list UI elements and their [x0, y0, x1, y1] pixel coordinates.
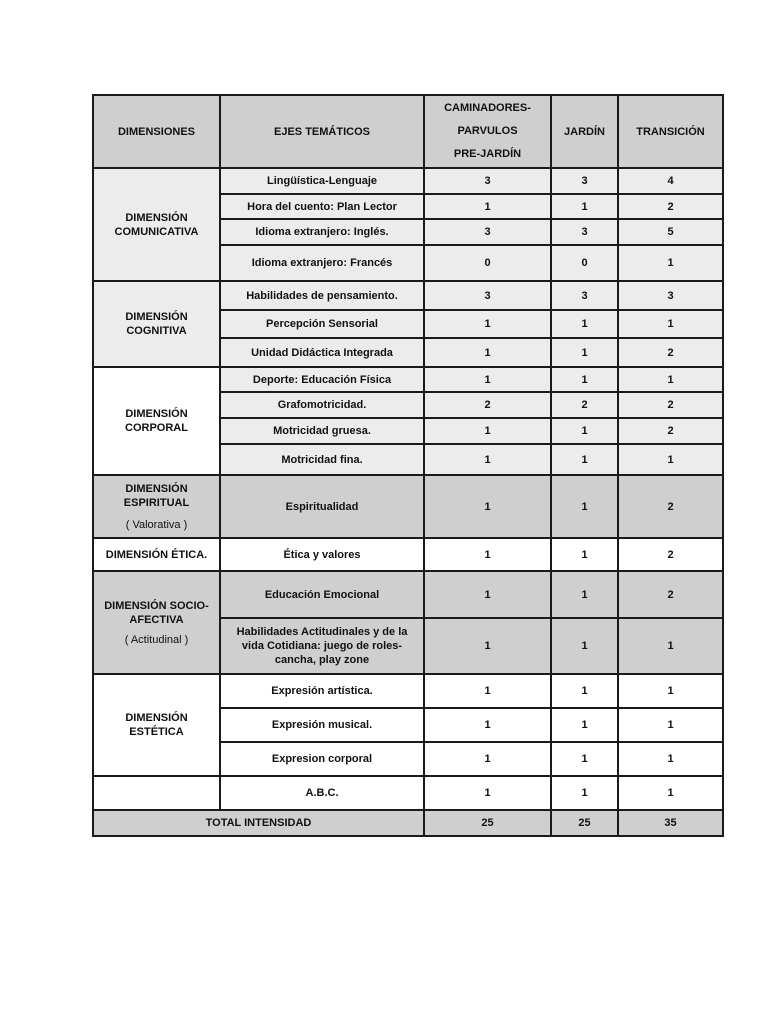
dimension-empty [93, 776, 220, 810]
header-row [93, 95, 723, 168]
value-transicion: 4 [618, 168, 723, 194]
table-row [93, 168, 723, 194]
total-jardin: 25 [551, 810, 618, 836]
intensity-table [92, 94, 724, 837]
value-caminadores: 1 [424, 618, 551, 674]
eje-cell: Idioma extranjero: Inglés. [220, 219, 424, 245]
value-caminadores: 1 [424, 418, 551, 444]
value-transicion: 2 [618, 194, 723, 219]
header-caminadores [424, 95, 551, 168]
value-transicion: 1 [618, 742, 723, 776]
eje-cell: Ética y valores [220, 538, 424, 571]
value-jardin: 1 [551, 618, 618, 674]
value-transicion: 1 [618, 245, 723, 281]
value-transicion: 2 [618, 392, 723, 418]
value-caminadores: 1 [424, 338, 551, 367]
table-row [93, 367, 723, 392]
value-jardin: 1 [551, 674, 618, 708]
value-transicion: 1 [618, 618, 723, 674]
value-jardin: 1 [551, 338, 618, 367]
header-transicion: TRANSICIÓN [618, 95, 723, 168]
header-caminadores-line3: PRE-JARDÍN [453, 148, 522, 160]
value-transicion: 1 [618, 674, 723, 708]
table-row [93, 475, 723, 538]
eje-cell: Hora del cuento: Plan Lector [220, 194, 424, 219]
eje-cell: Expresión artística. [220, 674, 424, 708]
value-jardin: 3 [551, 281, 618, 310]
value-transicion: 1 [618, 708, 723, 742]
dimension-comunicativa: DIMENSIÓN COMUNICATIVA [93, 168, 220, 281]
value-jardin: 1 [551, 418, 618, 444]
value-jardin: 1 [551, 708, 618, 742]
dimension-cognitiva: DIMENSIÓN COGNITIVA [93, 281, 220, 367]
value-caminadores: 1 [424, 444, 551, 475]
eje-cell: Motricidad gruesa. [220, 418, 424, 444]
dimension-corporal: DIMENSIÓN CORPORAL [93, 367, 220, 475]
value-transicion: 2 [618, 571, 723, 618]
table-row [93, 571, 723, 618]
eje-cell: Educación Emocional [220, 571, 424, 618]
value-transicion: 3 [618, 281, 723, 310]
value-jardin: 1 [551, 571, 618, 618]
eje-cell: Idioma extranjero: Francés [220, 245, 424, 281]
value-caminadores: 3 [424, 281, 551, 310]
value-transicion: 1 [618, 444, 723, 475]
value-jardin: 3 [551, 168, 618, 194]
header-dimensiones: DIMENSIONES [93, 95, 220, 168]
value-transicion: 1 [618, 367, 723, 392]
dimension-etica: DIMENSIÓN ÉTICA. [93, 538, 220, 571]
dimension-espiritual: DIMENSIÓN ESPIRITUAL ( Valorativa ) [93, 475, 220, 538]
value-caminadores: 1 [424, 776, 551, 810]
table-row [93, 538, 723, 571]
dimension-socio-afectiva: DIMENSIÓN SOCIO- AFECTIVA ( Actitudinal ) [93, 571, 220, 674]
table-row [93, 674, 723, 708]
value-caminadores: 3 [424, 219, 551, 245]
header-caminadores-line1: CAMINADORES- [444, 102, 531, 114]
dimension-estetica: DIMENSIÓN ESTÉTICA [93, 674, 220, 776]
eje-cell: Expresion corporal [220, 742, 424, 776]
total-row [93, 810, 723, 836]
value-caminadores: 1 [424, 475, 551, 538]
total-label: TOTAL INTENSIDAD [93, 810, 424, 836]
value-caminadores: 0 [424, 245, 551, 281]
value-caminadores: 2 [424, 392, 551, 418]
header-ejes: EJES TEMÁTICOS [220, 95, 424, 168]
value-transicion: 5 [618, 219, 723, 245]
value-caminadores: 1 [424, 310, 551, 338]
value-caminadores: 1 [424, 367, 551, 392]
eje-cell: Habilidades Actitudinales y de la vida Cotidiana: juego de roles-cancha, play zone [220, 618, 424, 674]
eje-cell: Motricidad fina. [220, 444, 424, 475]
eje-cell: Unidad Didáctica Integrada [220, 338, 424, 367]
eje-cell: Habilidades de pensamiento. [220, 281, 424, 310]
value-jardin: 3 [551, 219, 618, 245]
value-jardin: 2 [551, 392, 618, 418]
value-transicion: 2 [618, 418, 723, 444]
value-jardin: 1 [551, 475, 618, 538]
value-jardin: 1 [551, 742, 618, 776]
value-caminadores: 1 [424, 674, 551, 708]
value-caminadores: 3 [424, 168, 551, 194]
header-jardin: JARDÍN [551, 95, 618, 168]
value-caminadores: 1 [424, 708, 551, 742]
eje-cell: Grafomotricidad. [220, 392, 424, 418]
value-jardin: 1 [551, 367, 618, 392]
eje-cell: Expresión musical. [220, 708, 424, 742]
value-transicion: 2 [618, 538, 723, 571]
value-jardin: 1 [551, 310, 618, 338]
value-jardin: 0 [551, 245, 618, 281]
value-caminadores: 1 [424, 742, 551, 776]
eje-cell: Percepción Sensorial [220, 310, 424, 338]
eje-cell: Lingüística-Lenguaje [220, 168, 424, 194]
table-row [93, 776, 723, 810]
value-jardin: 1 [551, 194, 618, 219]
eje-cell: Espiritualidad [220, 475, 424, 538]
value-jardin: 1 [551, 538, 618, 571]
value-jardin: 1 [551, 776, 618, 810]
total-transicion: 35 [618, 810, 723, 836]
value-transicion: 1 [618, 776, 723, 810]
value-caminadores: 1 [424, 571, 551, 618]
value-jardin: 1 [551, 444, 618, 475]
value-transicion: 1 [618, 310, 723, 338]
total-caminadores: 25 [424, 810, 551, 836]
value-transicion: 2 [618, 475, 723, 538]
eje-cell: A.B.C. [220, 776, 424, 810]
value-caminadores: 1 [424, 538, 551, 571]
table-row [93, 281, 723, 310]
header-caminadores-line2: PARVULOS [457, 125, 518, 137]
eje-cell: Deporte: Educación Física [220, 367, 424, 392]
value-transicion: 2 [618, 338, 723, 367]
value-caminadores: 1 [424, 194, 551, 219]
